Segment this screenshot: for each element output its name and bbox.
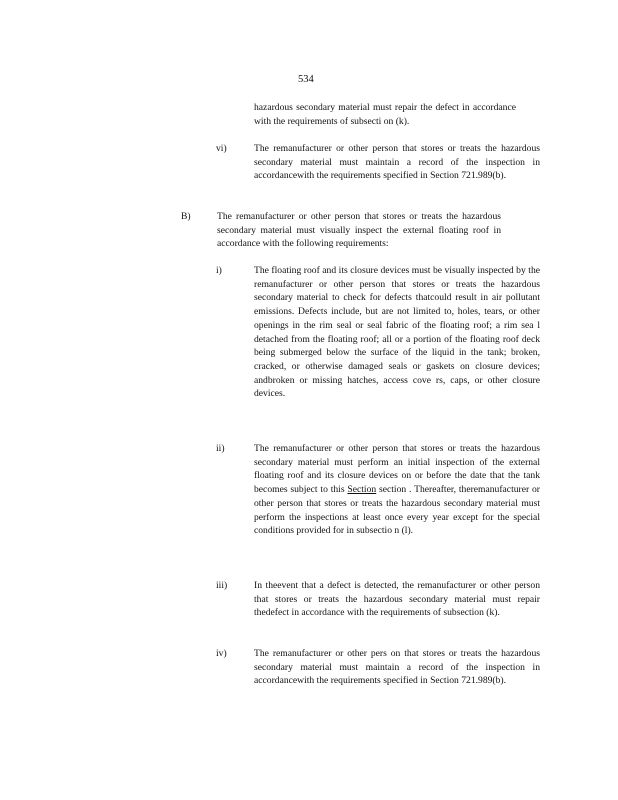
- sub-ii-paragraph: [254, 442, 540, 538]
- item-vi-marker: vi): [216, 143, 227, 154]
- sub-ii-text-after: section . Thereafter, theremanufacturer or other person that stores or treats the hazardous secondary material must perform the inspections at least once every year except for the special conditions provided for in subsectio n (l).: [254, 484, 541, 537]
- item-vi-paragraph: The remanufacturer or other person that stores or treats the hazardous secondary material must maintain a record of the inspection in accordancewith the requirements specified in Section 721.989(b).: [254, 143, 540, 182]
- sub-iv-paragraph: The remanufacturer or other pers on that stores or treats the hazardous secondary material must maintain a record of the inspection in accordancewith the requirements specified in Section 721.989(b).: [254, 648, 540, 687]
- sub-iv-marker: iv): [216, 648, 227, 659]
- continuation-paragraph: hazardous secondary material must repair the defect in accordance with the requirements of subsecti on (k).: [254, 102, 516, 127]
- sub-i-paragraph: The floating roof and its closure devices must be visually inspected by the remanufacturer or other person that stores or treats the hazardous secondary material to check for defects thatcould result in air pollutant emissions. Defects include, but are not limited to, holes, tears, or other openings in the rim seal or seal fabric of the floating roof; a rim sea l detached from the floating roof; all or a portion of the floating roof deck being submerged below the surface of the liquid in the tank; broken, cracked, or otherwise damaged seals or gaskets on closure devices; andbroken or missing hatches, access cove rs, caps, or other closure devices.: [254, 265, 540, 400]
- page-number: 534: [298, 74, 314, 85]
- item-b-paragraph: The remanufacturer or other person that stores or treats the hazardous secondary material must visually inspect the external floating roof in accordance with the following requirements:: [217, 211, 501, 250]
- sub-iii-marker: iii): [216, 580, 228, 591]
- section-link[interactable]: Section: [347, 484, 377, 496]
- sub-ii-marker: ii): [216, 443, 225, 454]
- sub-ii-text-before: The remanufacturer or other person that stores or treats the hazardous secondary material must perform an initial inspection of the external floating roof and its closure devices on or before the date that the tank becomes subject to this: [254, 443, 540, 496]
- sub-iii-paragraph: In theevent that a defect is detected, the remanufacturer or other person that stores or treats the hazardous secondary material must repair thedefect in accordance with the requirements of subsection (k).: [254, 580, 540, 619]
- sub-i-marker: i): [216, 265, 222, 276]
- item-b-marker: B): [181, 211, 191, 222]
